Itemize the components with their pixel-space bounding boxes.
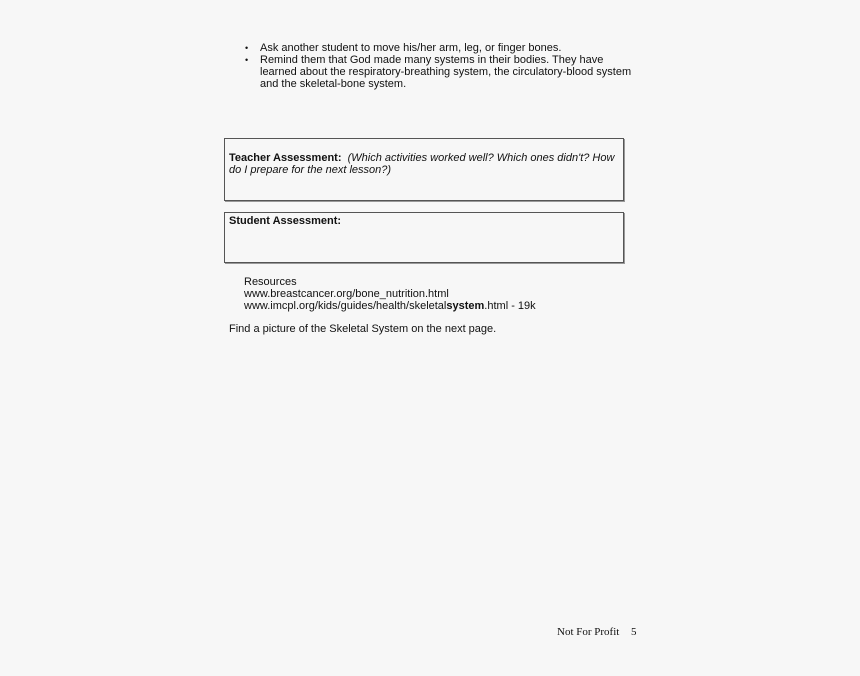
page-number: 5	[631, 626, 637, 635]
bullet-icon: •	[245, 55, 249, 65]
teacher-assessment-box	[224, 138, 624, 201]
page-footer	[540, 626, 660, 635]
list-item	[244, 42, 634, 54]
footer-label: Not For Profit	[557, 626, 620, 635]
teacher-assessment-label: Teacher Assessment:	[229, 152, 342, 164]
resource-link-bold-part: system	[446, 300, 485, 312]
instruction-text: Remind them that God made many systems in their bodies. They have learned about the respiratory-breathing system, the circulatory-blood system and the skeletal-bone system.	[260, 54, 632, 90]
resource-link-breastcancer: www.breastcancer.org/bone_nutrition.html	[244, 288, 449, 300]
teacher-assessment-prompt: (Which activities worked well? Which ones didn't? How do I prepare for the next lesson?)	[229, 152, 615, 176]
instruction-list	[244, 42, 634, 90]
student-assessment-box	[224, 212, 624, 263]
resources-heading: Resources	[244, 276, 297, 288]
instruction-text: Ask another student to move his/her arm, leg, or finger bones.	[260, 42, 562, 54]
student-assessment-label: Student Assessment:	[229, 215, 342, 227]
resources-section	[244, 276, 644, 312]
resource-link-suffix: .html - 19k	[484, 300, 536, 312]
resource-link-prefix: www.imcpl.org/kids/guides/health/skeletal	[244, 300, 447, 312]
list-item	[244, 54, 634, 90]
resource-link-imcpl	[244, 300, 644, 312]
bullet-icon: •	[245, 43, 249, 53]
closing-note: Find a picture of the Skeletal System on the next page.	[229, 323, 497, 335]
